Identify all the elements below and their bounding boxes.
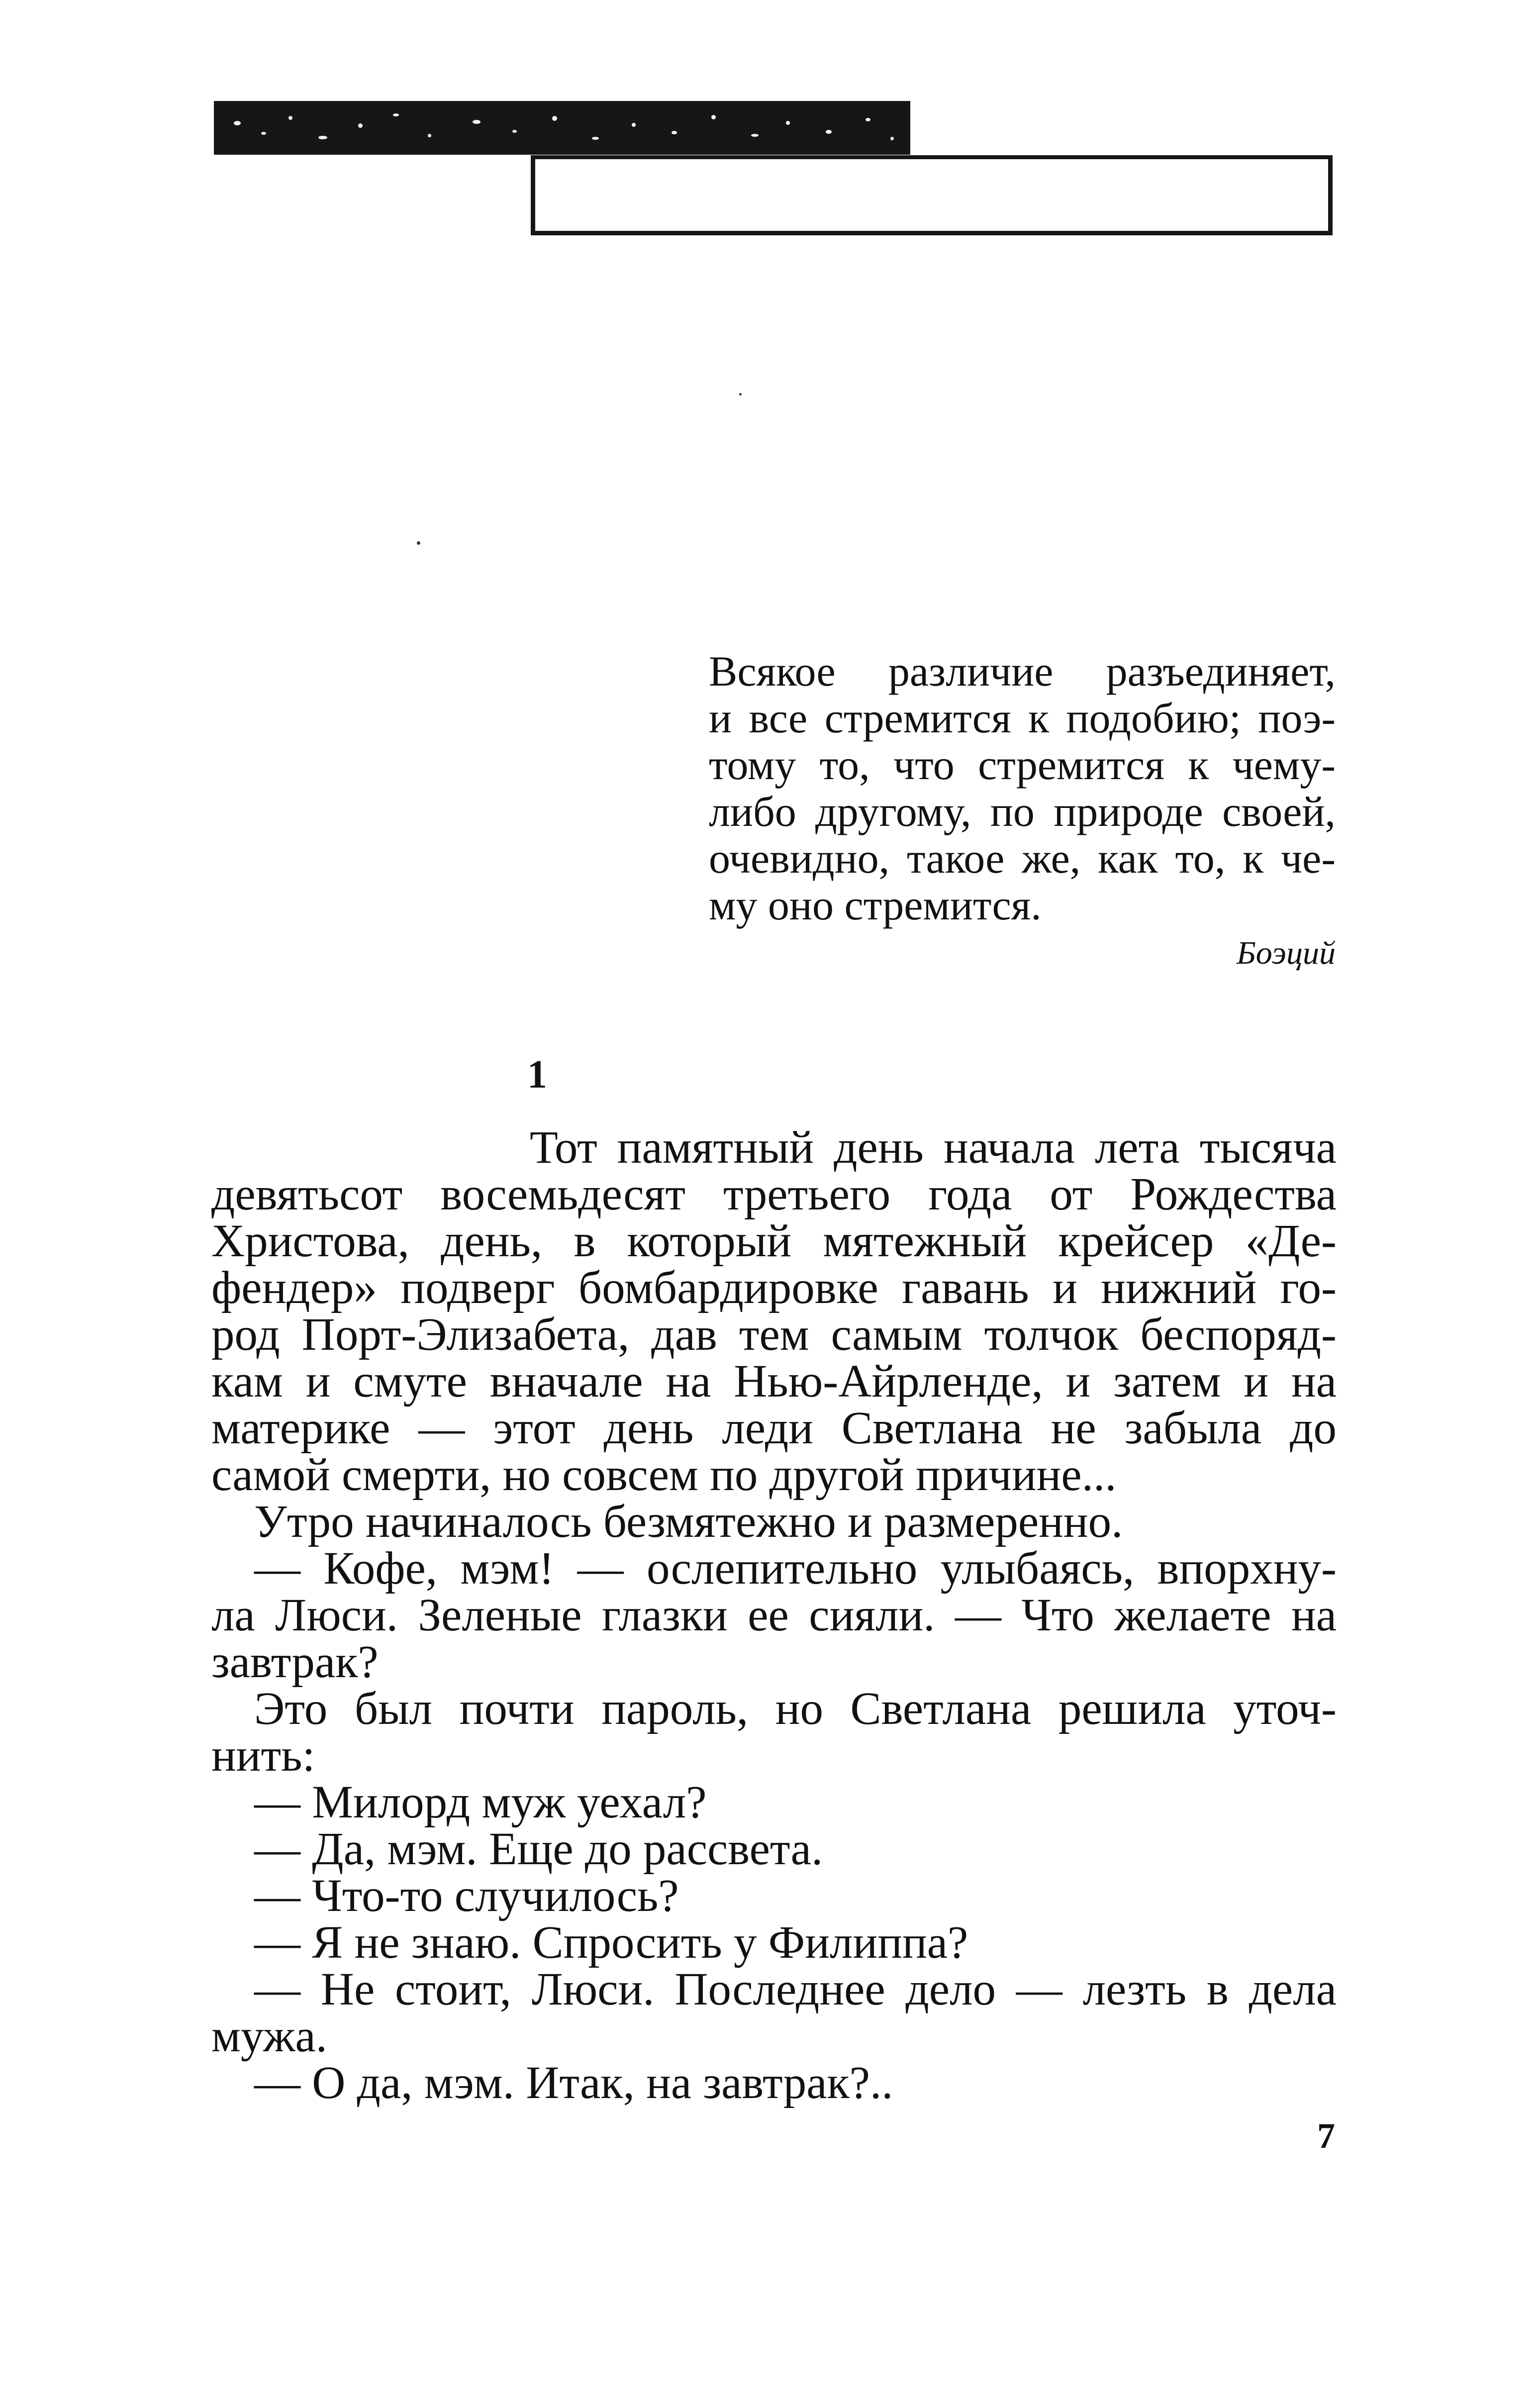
text-line: завтрак?	[211, 1636, 379, 1688]
text-line: фендер» подверг бомбардировке гавань и нижний го-	[211, 1262, 1337, 1313]
text-line: самой смерти, но совсем по другой причине...	[211, 1449, 1117, 1501]
text-line: — Что-то случилось?	[254, 1870, 679, 1921]
epigraph-line: и все стремится к подобию; поэ-	[709, 694, 1336, 742]
page-number: 7	[1317, 2116, 1335, 2156]
text-line: девятьсот восемьдесят третьего года от Рождества	[211, 1169, 1337, 1220]
text-line: нить:	[211, 1730, 315, 1781]
epigraph-line: очевидно, такое же, как то, к че-	[709, 834, 1336, 882]
chapter-number: 1	[527, 1053, 547, 1097]
text-line: кам и смуте вначале на Нью-Айрленде, и затем и на	[211, 1356, 1337, 1407]
text-line: — О да, мэм. Итак, на завтрак?..	[254, 2057, 893, 2108]
header-ornament-bar	[214, 101, 910, 155]
text-line: — Кофе, мэм! — ослепительно улыбаясь, впорхну-	[254, 1543, 1337, 1594]
epigraph-line: му оно стремится.	[709, 881, 1042, 929]
epigraph	[709, 648, 1336, 973]
text-line: Утро начиналось безмятежно и размеренно.	[254, 1496, 1123, 1547]
stray-mark	[417, 541, 420, 545]
chapter-text	[211, 1124, 1337, 2106]
text-line: материке — этот день леди Светлана не забыла до	[211, 1402, 1337, 1454]
text-line: Это был почти пароль, но Светлана решила уточ-	[254, 1683, 1337, 1734]
text-line: — Милорд муж уехал?	[254, 1777, 707, 1828]
text-line: — Я не знаю. Спросить у Филиппа?	[254, 1917, 968, 1968]
stray-mark	[739, 393, 742, 396]
text-line: — Да, мэм. Еще до рассвета.	[254, 1823, 823, 1875]
epigraph-line: Всякое различие разъединяет,	[709, 647, 1336, 695]
epigraph-line: либо другому, по природе своей,	[709, 788, 1336, 835]
text-line: род Порт-Элизабета, дав тем самым толчок беспоряд-	[211, 1309, 1337, 1360]
header-ornament-box	[531, 155, 1333, 235]
text-line: Тот памятный день начала лета тысяча	[530, 1122, 1337, 1173]
text-line: мужа.	[211, 2010, 327, 2062]
text-line: — Не стоит, Люси. Последнее дело — лезть в дела	[254, 1964, 1337, 2015]
epigraph-author: Боэций	[1236, 935, 1336, 971]
epigraph-line: тому то, что стремится к чему-	[709, 741, 1336, 789]
text-line: Христова, день, в который мятежный крейсер «Де-	[211, 1215, 1337, 1267]
text-line: ла Люси. Зеленые глазки ее сияли. — Что желаете на	[211, 1590, 1337, 1641]
